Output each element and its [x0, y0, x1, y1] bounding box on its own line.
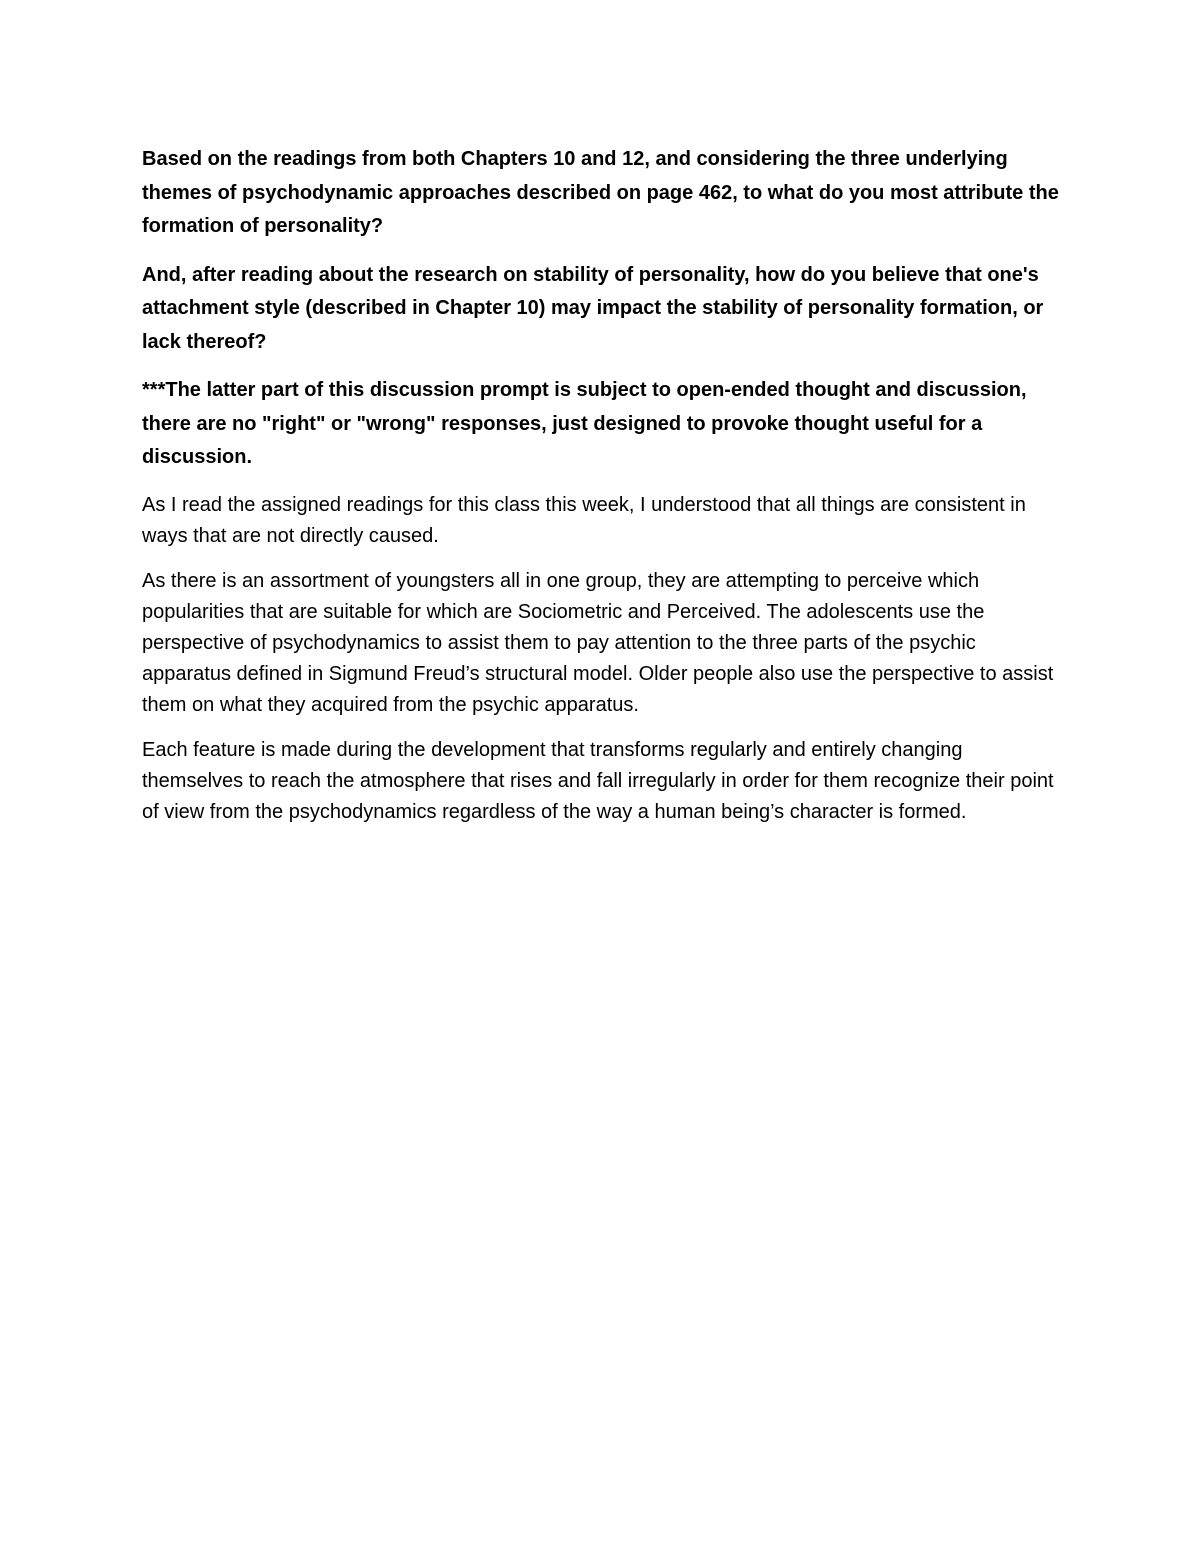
response-paragraph-1: As I read the assigned readings for this class this week, I understood that all things are consistent in ways that are not directly caused. — [142, 493, 1026, 547]
prompt-question-2: And, after reading about the research on stability of personality, how do you believe that one's attachment style (described in Chapter 10) may impact the stability of personality formation, or lack thereof? — [142, 263, 1044, 353]
prompt-note: ***The latter part of this discussion prompt is subject to open-ended thought and discussion, there are no "right" or "wrong" responses, just designed to provoke thought useful for a discussion. — [142, 379, 1027, 468]
response-paragraph-3: Each feature is made during the development that transforms regularly and entirely changing themselves to reach the atmosphere that rises and fall irregularly in order for them recognize their point of view from the psychodynamics regardless of the way a human being’s character is formed. — [142, 738, 1054, 823]
document-body — [142, 143, 1062, 842]
prompt-question-1: Based on the readings from both Chapters 10 and 12, and considering the three underlying themes of psychodynamic approaches described on page 462, to what do you most attribute the formation of personality? — [142, 148, 1059, 237]
response-paragraph-2: As there is an assortment of youngsters all in one group, they are attempting to perceive which popularities that are suitable for which are Sociometric and Perceived. The adolescents use the perspective of psychodynamics to assist them to pay attention to the three parts of the psychic apparatus defined in Sigmund Freud’s structural model. Older people also use the perspective to assist them on what they acquired from the psychic apparatus. — [142, 569, 1054, 716]
